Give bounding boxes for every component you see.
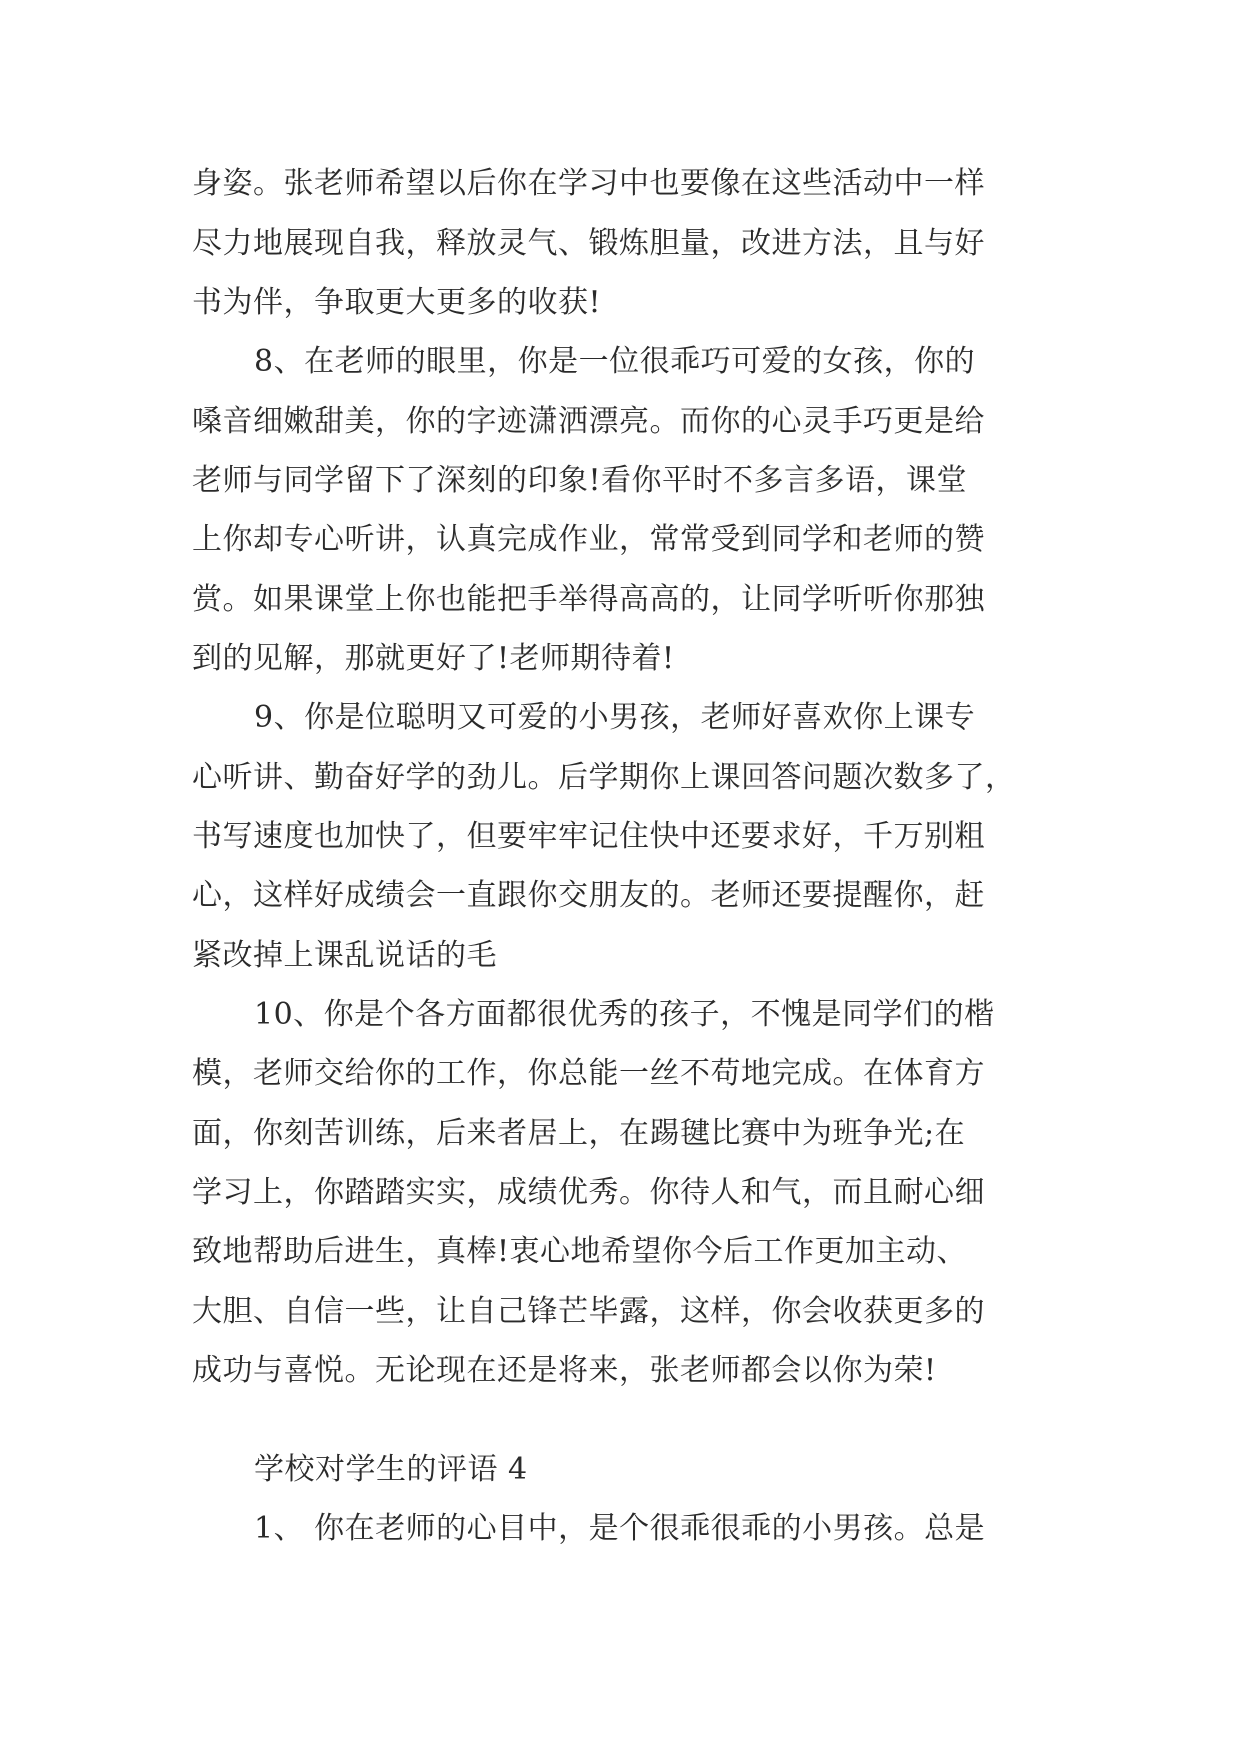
paragraph-line: 致地帮助后进生，真棒!衷心地希望你今后工作更加主动、 [192,1234,968,1269]
section-heading: 学校对学生的评语 4 [254,1452,528,1487]
paragraph-line: 面，你刻苦训练，后来者居上，在踢毽比赛中为班争光;在 [192,1116,966,1151]
paragraph-line: 成功与喜悦。无论现在还是将来，张老师都会以你为荣! [192,1353,937,1388]
paragraph-line: 大胆、自信一些，让自己锋芒毕露，这样，你会收获更多的 [192,1294,985,1329]
paragraph-line: 紧改掉上课乱说话的毛 [192,938,497,973]
paragraph-line: 10、你是个各方面都很优秀的孩子，不愧是同学们的楷 [254,997,995,1032]
paragraph-line: 模，老师交给你的工作，你总能一丝不苟地完成。在体育方 [192,1056,985,1091]
paragraph-line: 心听讲、勤奋好学的劲儿。后学期你上课回答问题次数多了， [192,760,1016,795]
paragraph-line: 身姿。张老师希望以后你在学习中也要像在这些活动中一样 [192,166,985,201]
paragraph-line: 书写速度也加快了，但要牢牢记住快中还要求好，千万别粗 [192,819,985,854]
paragraph-line: 9、你是位聪明又可爱的小男孩，老师好喜欢你上课专 [254,700,976,735]
paragraph-line: 8、在老师的眼里，你是一位很乖巧可爱的女孩，你的 [254,344,976,379]
paragraph-line: 学习上，你踏踏实实，成绩优秀。你待人和气，而且耐心细 [192,1175,985,1210]
paragraph-line: 心，这样好成绩会一直跟你交朋友的。老师还要提醒你，赶 [192,878,985,913]
paragraph-line: 老师与同学留下了深刻的印象!看你平时不多言多语，课堂 [192,463,968,498]
paragraph-line: 到的见解，那就更好了!老师期待着! [192,641,675,676]
paragraph-line: 1、 你在老师的心目中，是个很乖很乖的小男孩。总是 [254,1511,986,1546]
paragraph-line: 尽力地展现自我，释放灵气、锻炼胆量，改进方法，且与好 [192,226,985,261]
paragraph-line: 书为伴，争取更大更多的收获! [192,285,602,320]
paragraph-line: 赏。如果课堂上你也能把手举得高高的，让同学听听你那独 [192,582,985,617]
paragraph-line: 上你却专心听讲，认真完成作业，常常受到同学和老师的赞 [192,522,985,557]
paragraph-line: 嗓音细嫩甜美，你的字迹潇洒漂亮。而你的心灵手巧更是给 [192,404,985,439]
